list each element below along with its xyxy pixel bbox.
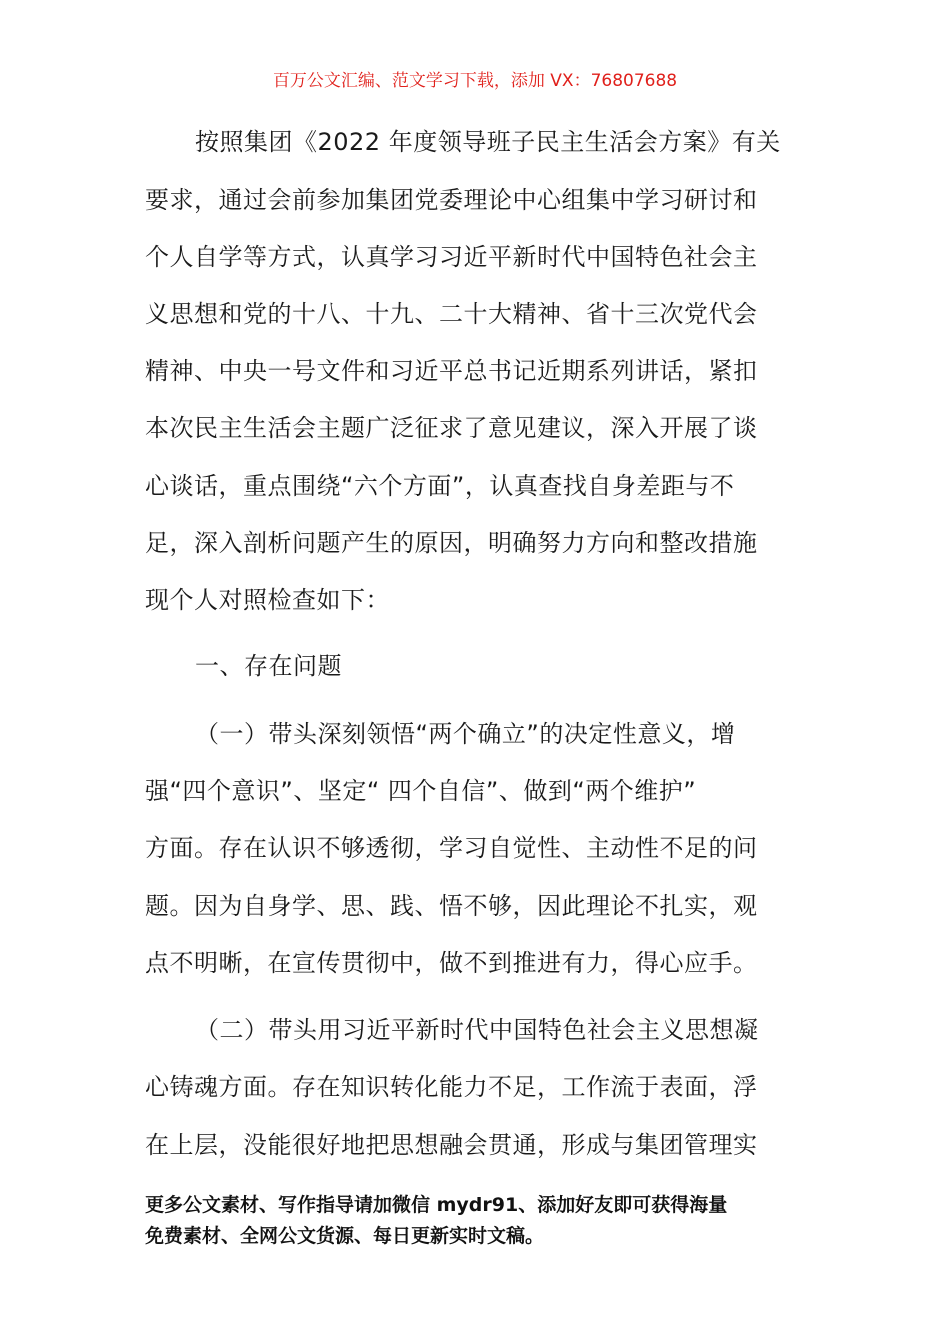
paragraph-line: 按照集团《2022 年度领导班子民主生活会方案》有关: [195, 128, 781, 156]
paragraph-line: 题。因为自身学、思、践、悟不够，因此理论不扎实，观: [145, 892, 758, 920]
footer-line: 更多公文素材、写作指导请加微信 mydr91、添加好友即可获得海量: [145, 1194, 728, 1216]
paragraph-line: 心谈话，重点围绕“六个方面”，认真查找自身差距与不: [145, 472, 735, 500]
paragraph-line: 本次民主生活会主题广泛征求了意见建议，深入开展了谈: [145, 414, 758, 442]
paragraph-line: 现个人对照检查如下：: [145, 586, 390, 614]
paragraph-line: 要求，通过会前参加集团党委理论中心组集中学习研讨和: [145, 186, 758, 214]
paragraph-line: （二）带头用习近平新时代中国特色社会主义思想凝: [195, 1016, 759, 1044]
paragraph-line: 足，深入剖析问题产生的原因，明确努力方向和整改措施: [145, 529, 758, 557]
paragraph-line: 心铸魂方面。存在知识转化能力不足，工作流于表面，浮: [145, 1073, 758, 1101]
paragraph-line: 方面。存在认识不够透彻，学习自觉性、主动性不足的问: [145, 834, 758, 862]
footer-line: 免费素材、全网公文货源、每日更新实时文稿。: [145, 1225, 545, 1247]
paragraph-line: 点不明晰，在宣传贯彻中，做不到推进有力，得心应手。: [145, 949, 758, 977]
paragraph-line: 义思想和党的十八、十九、二十大精神、省十三次党代会: [145, 300, 758, 328]
paragraph-line: 个人自学等方式，认真学习习近平新时代中国特色社会主: [145, 243, 758, 271]
paragraph-line: 精神、中央一号文件和习近平总书记近期系列讲话，紧扣: [145, 357, 758, 385]
header-ad-text: 百万公文汇编、范文学习下载，添加 VX：76807688: [272, 71, 678, 91]
paragraph-line: 在上层，没能很好地把思想融会贯通，形成与集团管理实: [145, 1131, 758, 1159]
section-heading: 一、存在问题: [195, 652, 342, 680]
paragraph-line: （一）带头深刻领悟“两个确立”的决定性意义，增: [195, 720, 736, 748]
paragraph-line: 强“四个意识”、坚定“ 四个自信”、做到“两个维护”: [145, 777, 697, 805]
